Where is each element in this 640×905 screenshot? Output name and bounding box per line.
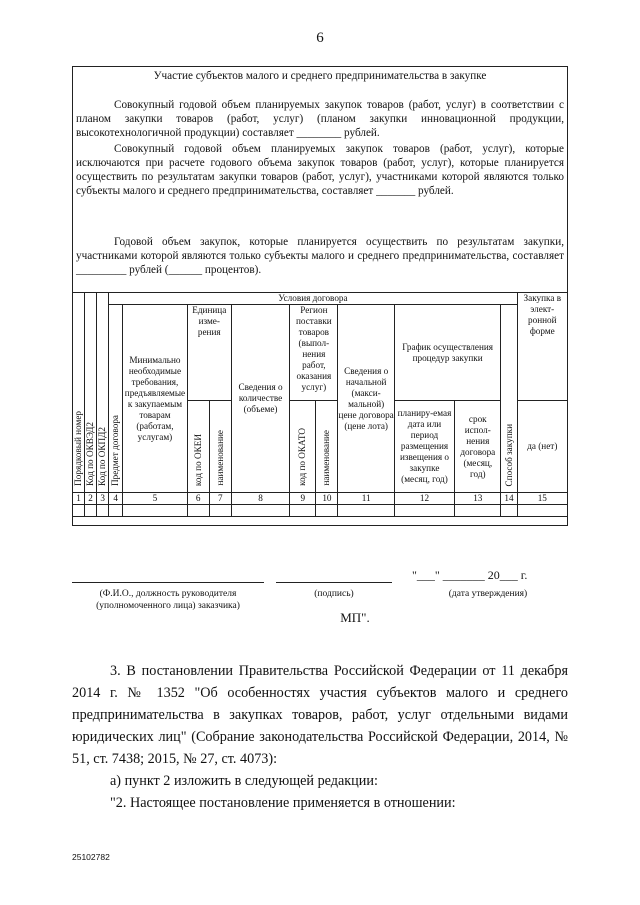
frame-paragraph-1-text: Совокупный годовой объем планируемых закупок товаров (работ, услуг) в соответствии с планом закупки товаров (работ, услуг) (планом закупки инновационной продукции, высокотехнологичной продукции) составляет ________ рублей. — [76, 99, 564, 139]
footer-document-code: 25102782 — [72, 852, 110, 862]
column-number: 5 — [123, 493, 187, 505]
header-contract-conditions: Условия договора — [109, 293, 517, 305]
column-number: 7 — [209, 493, 231, 505]
body-paragraph-quote: "2. Настоящее постановление применяется в отношении: — [110, 795, 456, 811]
header-okato-code: код по ОКАТО — [290, 401, 316, 493]
column-number: 8 — [231, 493, 289, 505]
header-unit-name: наименование — [209, 401, 231, 493]
frame-paragraph-2-text: Совокупный годовой объем планируемых закупок товаров (работ, услуг), которые исключаются при расчете годового объема закупок товаров (работ, услуг), которые планируется осуществить по результатам закупки товаров (работ, услуг), участниками которой являются только субъекты малого и среднего предпринимательства, составляет _______ рублей. — [76, 143, 564, 197]
column-number: 10 — [316, 493, 338, 505]
column-number: 2 — [85, 493, 97, 505]
header-quantity: Сведения о количестве (объеме) — [231, 305, 289, 493]
body-paragraph-amendment: 3. В постановлении Правительства Российской Федерации от 11 декабря 2014 г. № 1352 "Об особенностях участия субъектов малого и среднего предпринимательства в закупках товаров, работ, услуг отдельными видами юридических лиц" (Собрание законодательства Российской Федерации, 2014, № 51, ст. 7438; 2015, № 27, ст. 4073): — [72, 663, 568, 767]
header-region: Регион поставки товаров (выпол-нения работ, оказания услуг) — [290, 305, 338, 401]
column-number: 12 — [394, 493, 454, 505]
column-number: 1 — [73, 493, 85, 505]
name-caption: (Ф.И.О., должность руководителя (уполномоченного лица) заказчика) — [96, 589, 240, 611]
frame-paragraph-1 — [76, 98, 564, 140]
header-electronic-yes-no: да (нет) — [517, 401, 567, 493]
column-number-row — [73, 493, 568, 505]
header-okei-code: код по ОКЕИ — [187, 401, 209, 493]
date-caption: (дата утверждения) — [448, 589, 528, 599]
header-planned-date: планиру-емая дата или период размещения извещения о закупке (месяц, год) — [394, 401, 454, 493]
column-number: 6 — [187, 493, 209, 505]
column-number: 15 — [517, 493, 567, 505]
empty-data-row — [73, 505, 568, 517]
header-order-number: Порядковый номер — [73, 293, 85, 493]
header-unit: Единица изме-рения — [187, 305, 231, 401]
column-number: 9 — [290, 493, 316, 505]
header-price: Сведения о начальной (макси-мальной) цене договора (цене лота) — [338, 305, 394, 493]
column-number: 14 — [501, 493, 517, 505]
header-okpd2: Код по ОКПД2 — [97, 293, 109, 493]
header-requirements: Минимально необходимые требования, предъявляемые к закупаемым товарам (работам, услугам) — [123, 305, 187, 493]
header-contract-term: срок испол-нения договора (месяц, год) — [455, 401, 501, 493]
header-electronic: Закупка в элект-ронной форме — [517, 293, 567, 401]
header-okved2: Код по ОКВЭД2 — [85, 293, 97, 493]
frame-paragraph-2 — [76, 142, 564, 198]
column-number: 13 — [455, 493, 501, 505]
body-section — [72, 660, 568, 814]
name-signature-line — [72, 582, 264, 583]
column-number: 4 — [109, 493, 123, 505]
procurement-plan-table — [72, 292, 568, 517]
header-region-name: наименование — [316, 401, 338, 493]
header-method: Способ закупки — [501, 305, 517, 493]
header-schedule: График осуществления процедур закупки — [394, 305, 501, 401]
frame-title: Участие субъектов малого и среднего предпринимательства в закупке — [153, 70, 487, 82]
header-contract-subject: Предмет договора — [109, 305, 123, 493]
signature-line — [276, 582, 392, 583]
stamp-mark: МП". — [340, 610, 370, 625]
column-number: 11 — [338, 493, 394, 505]
frame-paragraph-3 — [76, 235, 564, 277]
frame-paragraph-3-text: Годовой объем закупок, которые планируется осуществить по результатам закупки, участниками которой являются только субъекты малого и среднего предпринимательства, составляет _________ рублей (______ процентов). — [76, 236, 564, 276]
page-number: 6 — [316, 30, 324, 46]
signature-caption: (подпись) — [314, 589, 354, 599]
body-paragraph-item-a: а) пункт 2 изложить в следующей редакции: — [110, 773, 378, 789]
column-number: 3 — [97, 493, 109, 505]
approval-date-field: "___" _______ 20___ г. — [412, 568, 528, 582]
